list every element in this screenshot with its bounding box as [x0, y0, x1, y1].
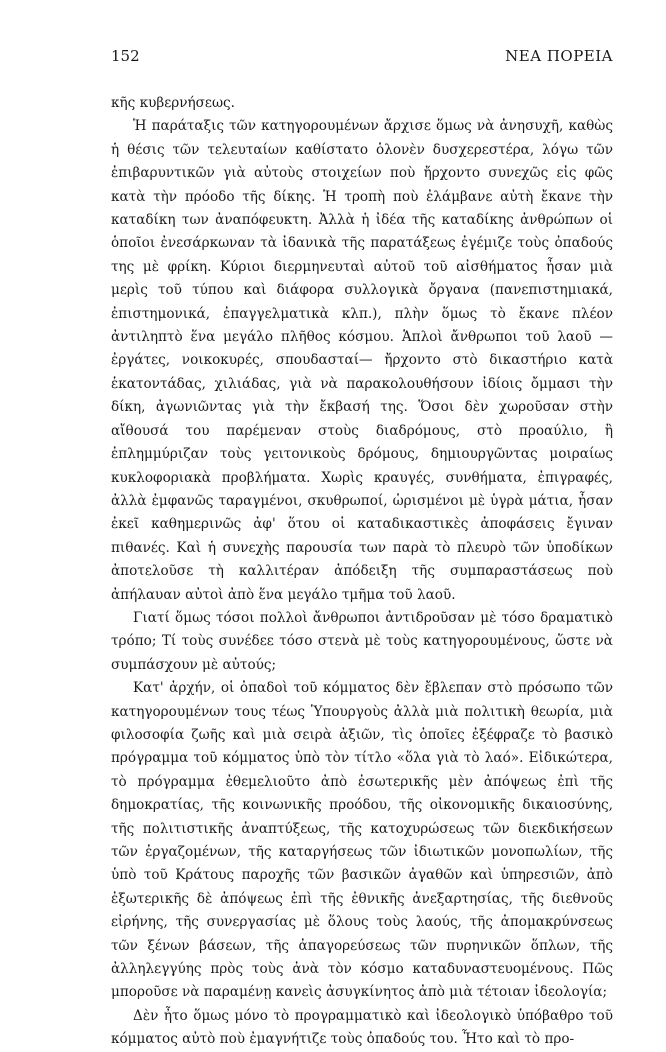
page-number: 152: [111, 47, 140, 65]
paragraph: Δὲν ἦτο ὅμως μόνο τὸ προγραμματικὸ καὶ ἰδεολογικὸ ὑπόβαθρο τοῦ κόμματος αὐτὸ ποὺ ἐμαγνήτιζε τοὺς ὀπαδούς του. Ἦτο καὶ τὸ προ-: [111, 1007, 613, 1048]
running-title: ΝΕΑ ΠΟΡΕΙΑ: [505, 47, 613, 65]
paragraph: Γιατί ὅμως τόσοι πολλοὶ ἄνθρωποι ἀντιδροῦσαν μὲ τόσο δραματικὸ τρόπο; Τί τοὺς συνέδεε τόσο στενὰ μὲ τοὺς κατηγορουμένους, ὥστε νὰ συμπάσχουν μὲ αὐτούς;: [111, 609, 613, 673]
paragraph: Κατ' ἀρχήν, οἱ ὀπαδοὶ τοῦ κόμματος δὲν ἔβλεπαν στὸ πρόσωπο τῶν κατηγορουμένων τους τέως Ὑπουργοὺς ἀλλὰ μιὰ πολιτικὴ θεωρία, μιὰ φιλοσοφία ζωῆς καὶ μιὰ σειρὰ ἀξιῶν, τὶς ὁποῖες ἐξέφραζε τὸ βασικὸ πρόγραμμα τοῦ κόμματος ὑπὸ τὸν τίτλο «ὅλα γιὰ τὸ λαό». Εἰδικώτερα, τὸ πρόγραμμα ἐθεμελιοῦτο ἀπὸ ἐσωτερικῆς μὲν ἀπόψεως ἐπὶ τῆς δημοκρατίας, τῆς κοινωνικῆς προόδου, τῆς οἰκονομικῆς δικαιοσύνης, τῆς πολιτιστικῆς ἀναπτύξεως, τῆς κατοχυρώσεως τῶν διεκδικήσεων τῶν ἐργαζομένων, τῆς καταργήσεως τῶν ἰδιωτικῶν μονοπωλίων, τῆς ὑπὸ τοῦ Κράτους παροχῆς τῶν βασικῶν ἀγαθῶν καὶ ὑπηρεσιῶν, ἀπὸ ἐξωτερικῆς δὲ ἀπόψεως ἐπὶ τῆς ἐθνικῆς ἀνεξαρτησίας, τῆς διεθνοῦς εἰρήνης, τῆς συνεργασίας μὲ ὅλους τοὺς λαούς, τῆς ἀπομακρύνσεως τῶν ξένων βάσεων, τῆς ἀπαγορεύσεως τῶν πυρηνικῶν ὅπλων, τῆς ἀλληλεγγύης πρὸς τοὺς ἀνὰ τὸν κόσμο καταδυναστευομένους. Πῶς μποροῦσε νὰ παραμένῃ κανεὶς ἀσυγκίνητος ἀπὸ μιὰ τέτοιαν ἰδεολογία;: [111, 680, 613, 1001]
page-header: [111, 47, 613, 71]
paragraph: Ἡ παράταξις τῶν κατηγορουμένων ἄρχισε ὅμως νὰ ἀνησυχῆ, καθὼς ἡ θέσις τῶν τελευταίων καθίστατο ὁλονὲν δυσχερεστέρα, λόγω τῶν ἐπιβαρυντικῶν γιὰ αὐτοὺς στοιχείων ποὺ ἤρχοντο συνεχῶς εἰς φῶς κατὰ τὴν πρόοδο τῆς δίκης. Ἡ τροπὴ ποὺ ἐλάμβανε αὐτὴ ἔκανε τὴν καταδίκη των ἀναπόφευκτη. Ἀλλὰ ἡ ἰδέα τῆς καταδίκης ἀνθρώπων οἱ ὁποῖοι ἐνεσάρκωναν τὰ ἰδανικὰ τῆς παρατάξεως ἐγέμιζε τοὺς ὀπαδούς της μὲ φρίκη. Κύριοι διερμηνευταὶ αὐτοῦ τοῦ αἰσθήματος ἦσαν μιὰ μερὶς τοῦ τύπου καὶ διάφορα συλλογικὰ ὄργανα (πανεπιστημιακά, ἐπιστημονικά, ἐπαγγελματικὰ κλπ.), πλὴν ὅμως τὸ ἔκανε πλέον ἀντιληπτὸ ἕνα μεγάλο πλῆθος κόσμου. Ἁπλοὶ ἄνθρωποι τοῦ λαοῦ —ἐργάτες, νοικοκυρές, σπουδασταί— ἤρχοντο στὸ δικαστήριο κατὰ ἑκατοντάδας, χιλιάδας, γιὰ νὰ παρακολουθήσουν ἰδίοις ὄμμασι τὴν δίκη, ἀγωνιῶντας γιὰ τὴν ἔκβασή της. Ὅσοι δὲν χωροῦσαν στὴν αἴθουσά του παρέμεναν στοὺς διαδρόμους, στὸ προαύλιο, ἢ ἐπλημμύριζαν τοὺς γειτονικοὺς δρόμους, δημιουργῶντας μοιραίως κυκλοφοριακὰ προβλήματα. Χωρὶς κραυγές, συνθήματα, ἐπιγραφές, ἀλλὰ ἐμφανῶς ταραγμένοι, σκυθρωποί, ὡρισμένοι μὲ ὑγρὰ μάτια, ἦσαν ἐκεῖ καθημερινῶς ἀφ' ὅτου οἱ καταδικαστικὲς ἀποφάσεις ἔγιναν πιθανές. Καὶ ἡ συνεχὴς παρουσία των παρὰ τὸ πλευρὸ τῶν ὑποδίκων ἀποτελοῦσε τὴ καλλιτέραν ἀπόδειξη τῆς συμπαραστάσεως ποὺ ἀπήλαυαν αὐτοὶ ἀπὸ ἕνα μεγάλο τμῆμα τοῦ λαοῦ.: [111, 118, 613, 603]
body-text: [111, 92, 613, 1052]
paragraph-continuation: κῆς κυβερνήσεως.: [111, 95, 235, 111]
